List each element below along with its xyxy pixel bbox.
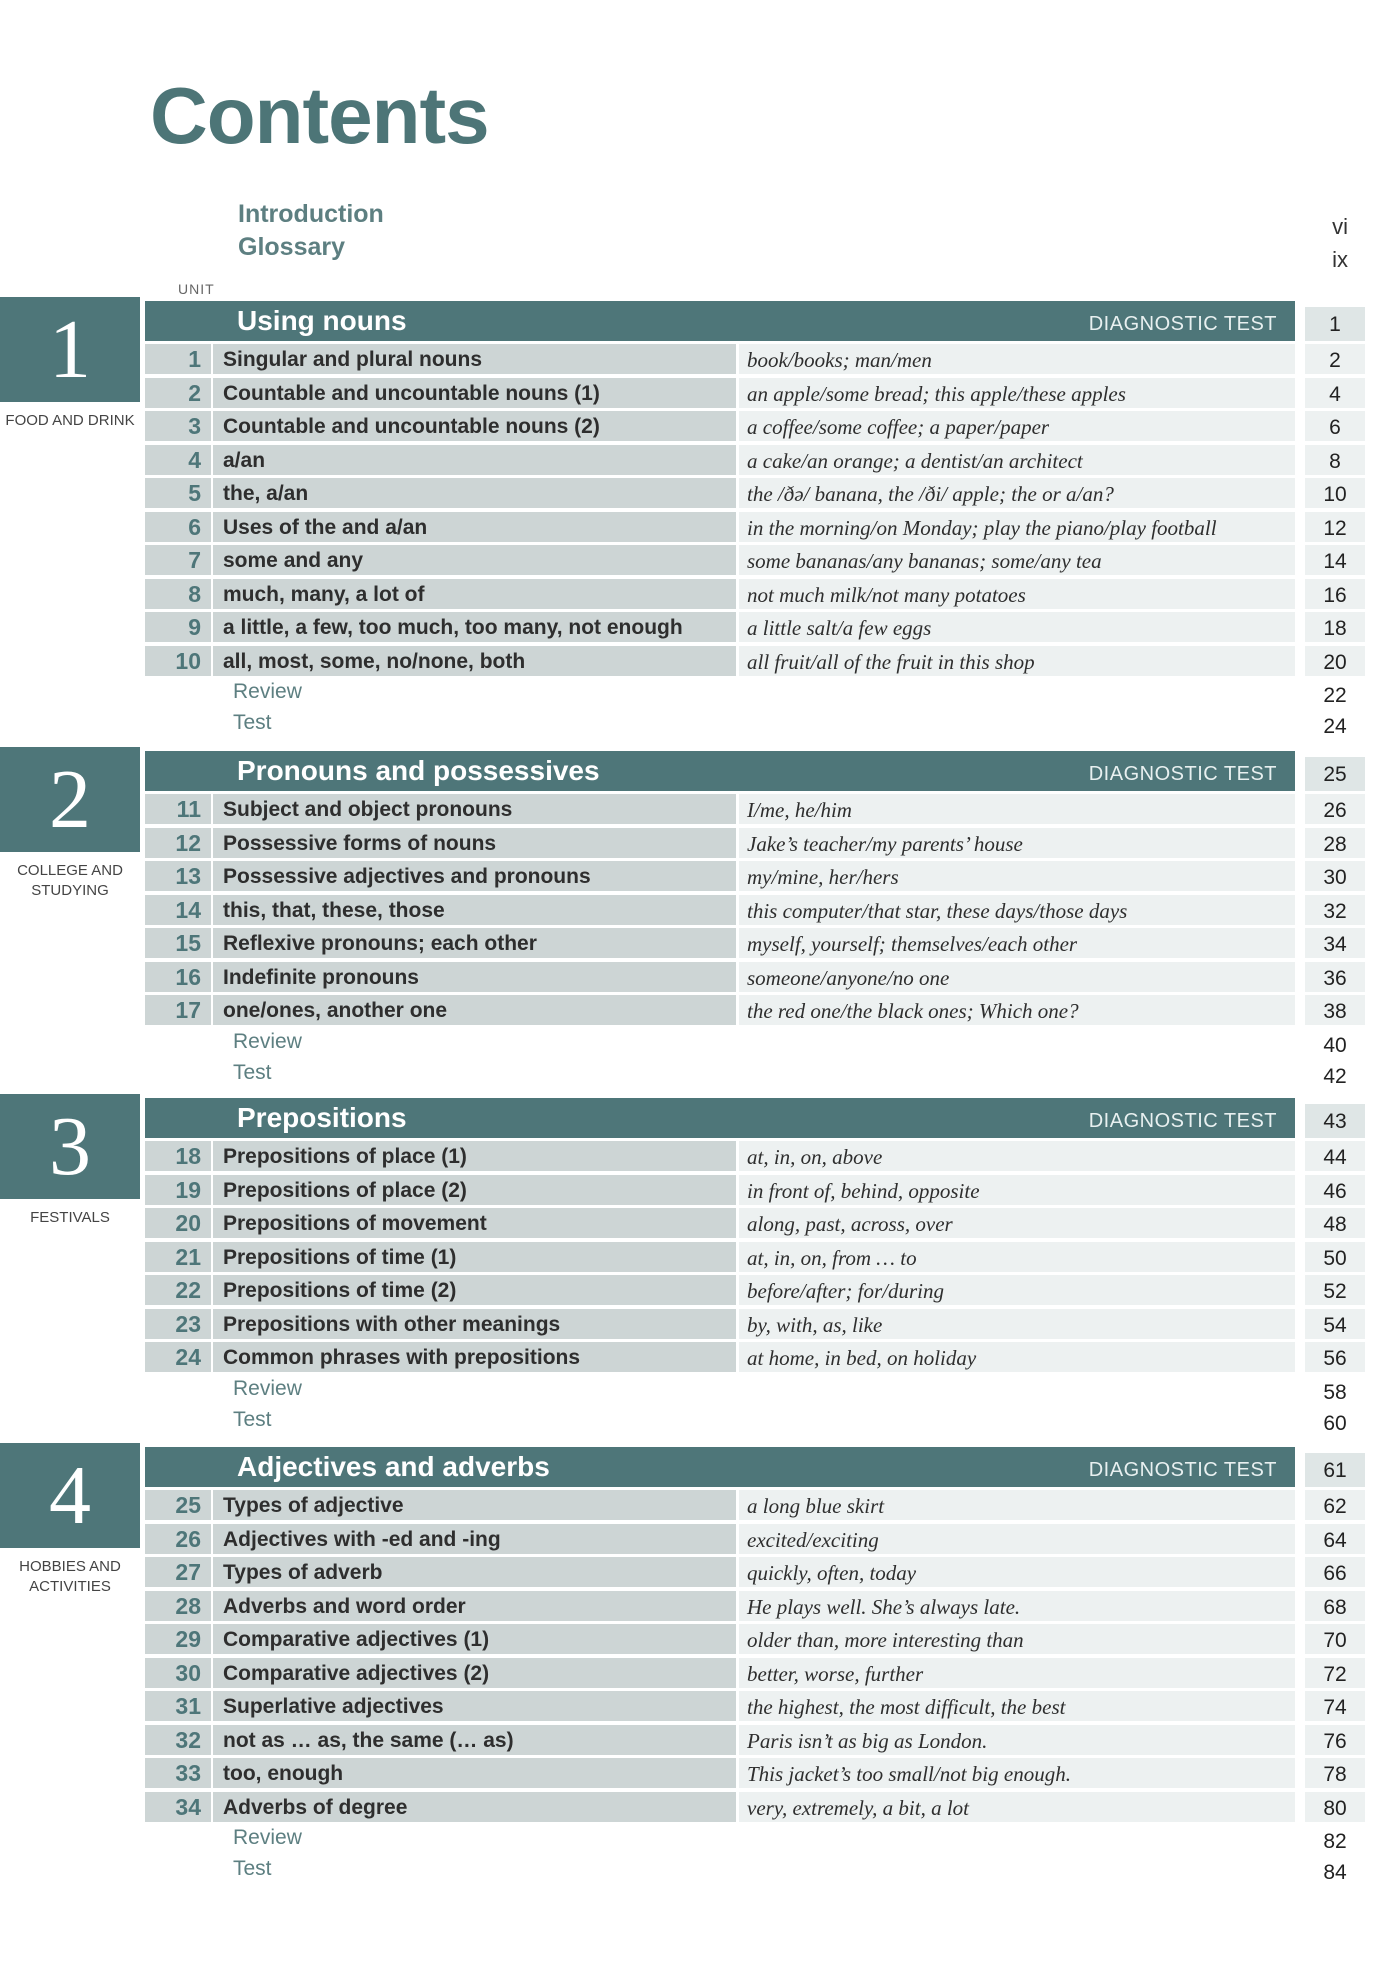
row-title: Adverbs of degree [213,1792,736,1822]
table-row[interactable] [145,827,1365,861]
table-row[interactable] [145,444,1365,478]
row-number: 8 [145,579,211,609]
row-number: 27 [145,1557,211,1587]
row-number: 19 [145,1175,211,1205]
row-page: 52 [1305,1275,1365,1305]
extra-label[interactable]: Review [233,1376,302,1400]
row-number: 5 [145,478,211,508]
row-title: Possessive adjectives and pronouns [213,861,736,891]
unit-header [145,301,1295,341]
extra-label[interactable]: Test [233,1060,272,1084]
row-number: 22 [145,1275,211,1305]
row-title: Indefinite pronouns [213,962,736,992]
row-example: myself, yourself; themselves/each other [739,928,1295,958]
unit-theme: FOOD AND DRINK [5,412,135,429]
row-number: 17 [145,995,211,1025]
row-example: This jacket’s too small/not big enough. [739,1758,1295,1788]
unit-rows [145,1140,1365,1437]
unit-page-number: 61 [1305,1453,1365,1487]
row-number: 26 [145,1524,211,1554]
row-page: 62 [1305,1490,1365,1520]
extra-label[interactable]: Review [233,680,302,703]
row-number: 4 [145,445,211,475]
row-title: Prepositions of time (1) [213,1242,736,1272]
row-page: 38 [1305,995,1365,1025]
unit-number: 2 [0,747,140,852]
row-example: before/after; for/during [739,1275,1295,1305]
table-row[interactable] [145,1724,1365,1758]
front-item-glossary[interactable]: Glossary [238,233,346,261]
table-row[interactable] [145,343,1365,377]
table-row[interactable] [145,611,1365,645]
table-row[interactable] [145,1274,1365,1308]
unit-title[interactable]: Using nouns [237,305,407,336]
row-number: 34 [145,1792,211,1822]
unit-rows [145,1489,1365,1886]
extra-page: 42 [1323,1064,1347,1088]
row-title: Countable and uncountable nouns (2) [213,411,736,441]
diagnostic-test-link[interactable]: DIAGNOSTIC TEST [1088,313,1277,335]
unit-page-number: 1 [1305,307,1365,341]
row-example: along, past, across, over [739,1208,1295,1238]
table-row[interactable] [145,994,1365,1028]
row-number: 12 [145,828,211,858]
row-example: someone/anyone/no one [739,962,1295,992]
row-page: 78 [1305,1758,1365,1788]
row-example: I/me, he/him [739,794,1295,824]
table-row[interactable] [145,1207,1365,1241]
row-number: 21 [145,1242,211,1272]
row-page: 74 [1305,1691,1365,1721]
table-row[interactable] [145,793,1365,827]
row-example: by, with, as, like [739,1309,1295,1339]
row-title: this, that, these, those [213,895,736,925]
table-row[interactable] [145,1590,1365,1624]
row-page: 26 [1305,794,1365,824]
row-title: Prepositions with other meanings [213,1309,736,1339]
extra-row-review[interactable] [145,1028,1365,1059]
row-number: 13 [145,861,211,891]
row-example: older than, more interesting than [739,1624,1295,1654]
row-number: 24 [145,1342,211,1372]
table-row[interactable] [145,1556,1365,1590]
extra-page: 24 [1323,715,1347,738]
row-title: Superlative adjectives [213,1691,736,1721]
row-page: 68 [1305,1591,1365,1621]
extra-row-review[interactable] [145,678,1365,709]
row-page: 34 [1305,928,1365,958]
row-example: Jake’s teacher/my parents’ house [739,828,1295,858]
row-example: a long blue skirt [739,1490,1295,1520]
extra-row-test[interactable] [145,1406,1365,1437]
row-title: Singular and plural nouns [213,344,736,374]
row-page: 16 [1305,579,1365,609]
extra-row-test[interactable] [145,709,1365,740]
row-page: 72 [1305,1658,1365,1688]
row-title: Comparative adjectives (1) [213,1624,736,1654]
row-page: 14 [1305,545,1365,575]
unit-header [145,751,1295,791]
table-row[interactable] [145,1341,1365,1375]
row-number: 10 [145,646,211,676]
row-page: 56 [1305,1342,1365,1372]
extra-page: 22 [1323,684,1347,707]
extra-label[interactable]: Test [233,711,272,734]
row-page: 28 [1305,828,1365,858]
row-page: 66 [1305,1557,1365,1587]
row-title: not as … as, the same (… as) [213,1725,736,1755]
row-example: a coffee/some coffee; a paper/paper [739,411,1295,441]
row-number: 14 [145,895,211,925]
table-row[interactable] [145,1690,1365,1724]
row-title: Prepositions of movement [213,1208,736,1238]
diagnostic-test-link[interactable]: DIAGNOSTIC TEST [1088,1459,1277,1481]
row-page: 32 [1305,895,1365,925]
table-row[interactable] [145,1241,1365,1275]
extra-row-review[interactable] [145,1824,1365,1855]
unit-page-number: 43 [1305,1104,1365,1138]
row-number: 28 [145,1591,211,1621]
table-row[interactable] [145,377,1365,411]
unit-title[interactable]: Adjectives and adverbs [237,1451,550,1482]
extra-label[interactable]: Test [233,1407,272,1431]
row-number: 11 [145,794,211,824]
table-row[interactable] [145,1308,1365,1342]
row-title: Types of adverb [213,1557,736,1587]
table-row[interactable] [145,860,1365,894]
row-title: Adjectives with -ed and -ing [213,1524,736,1554]
front-item-introduction-page: vi [1332,214,1348,239]
table-row[interactable] [145,645,1365,679]
unit-title[interactable]: Prepositions [237,1102,407,1133]
row-example: in the morning/on Monday; play the piano/play football [739,512,1295,542]
row-example: a little salt/a few eggs [739,612,1295,642]
extra-row-test[interactable] [145,1855,1365,1886]
unit-header [145,1447,1295,1487]
unit-title[interactable]: Pronouns and possessives [237,755,600,786]
row-title: one/ones, another one [213,995,736,1025]
row-title: too, enough [213,1758,736,1788]
extra-row-review[interactable] [145,1375,1365,1406]
row-number: 2 [145,378,211,408]
extra-row-test[interactable] [145,1059,1365,1090]
unit-rows [145,793,1365,1090]
extra-page: 58 [1323,1380,1347,1404]
row-number: 1 [145,344,211,374]
row-title: Possessive forms of nouns [213,828,736,858]
row-example: Paris isn’t as big as London. [739,1725,1295,1755]
table-row[interactable] [145,578,1365,612]
row-page: 80 [1305,1792,1365,1822]
row-title: Subject and object pronouns [213,794,736,824]
table-row[interactable] [145,544,1365,578]
row-number: 9 [145,612,211,642]
row-title: Types of adjective [213,1490,736,1520]
table-row[interactable] [145,1140,1365,1174]
row-page: 36 [1305,962,1365,992]
table-row[interactable] [145,1657,1365,1691]
row-number: 25 [145,1490,211,1520]
row-number: 33 [145,1758,211,1788]
unit-rows [145,343,1365,740]
table-row[interactable] [145,410,1365,444]
table-row[interactable] [145,894,1365,928]
unit-page-number: 25 [1305,757,1365,791]
row-example: at, in, on, above [739,1141,1295,1171]
row-page: 70 [1305,1624,1365,1654]
row-example: a cake/an orange; a dentist/an architect [739,445,1295,475]
row-title: Prepositions of time (2) [213,1275,736,1305]
table-row[interactable] [145,1623,1365,1657]
row-example: better, worse, further [739,1658,1295,1688]
row-title: Countable and uncountable nouns (1) [213,378,736,408]
extra-page: 82 [1323,1830,1347,1853]
row-page: 50 [1305,1242,1365,1272]
row-example: at home, in bed, on holiday [739,1342,1295,1372]
row-number: 20 [145,1208,211,1238]
extra-page: 60 [1323,1411,1347,1435]
row-number: 7 [145,545,211,575]
unit-theme: COLLEGE AND STUDYING [17,862,123,899]
row-title: Common phrases with prepositions [213,1342,736,1372]
row-page: 46 [1305,1175,1365,1205]
row-number: 31 [145,1691,211,1721]
row-example: an apple/some bread; this apple/these apples [739,378,1295,408]
row-page: 12 [1305,512,1365,542]
row-number: 32 [145,1725,211,1755]
row-example: excited/exciting [739,1524,1295,1554]
row-title: the, a/an [213,478,736,508]
row-title: Adverbs and word order [213,1591,736,1621]
unit-number: 3 [0,1094,140,1199]
unit-theme: FESTIVALS [30,1209,110,1226]
row-example: He plays well. She’s always late. [739,1591,1295,1621]
row-number: 30 [145,1658,211,1688]
row-page: 48 [1305,1208,1365,1238]
row-page: 10 [1305,478,1365,508]
unit-header [145,1098,1295,1138]
row-title: a little, a few, too much, too many, not enough [213,612,736,642]
row-example: book/books; man/men [739,344,1295,374]
row-page: 8 [1305,445,1365,475]
row-page: 64 [1305,1524,1365,1554]
row-page: 30 [1305,861,1365,891]
row-example: at, in, on, from … to [739,1242,1295,1272]
row-example: the /ðə/ banana, the /ði/ apple; the or a/an? [739,478,1295,508]
row-title: a/an [213,445,736,475]
extra-page: 40 [1323,1033,1347,1057]
row-example: the highest, the most difficult, the best [739,1691,1295,1721]
row-page: 4 [1305,378,1365,408]
front-item-glossary-page: ix [1332,247,1348,272]
row-title: Reflexive pronouns; each other [213,928,736,958]
extra-label[interactable]: Review [233,1826,302,1849]
diagnostic-test-link[interactable]: DIAGNOSTIC TEST [1088,763,1277,785]
row-example: all fruit/all of the fruit in this shop [739,646,1295,676]
row-example: my/mine, her/hers [739,861,1295,891]
row-number: 15 [145,928,211,958]
row-title: Uses of the and a/an [213,512,736,542]
row-example: in front of, behind, opposite [739,1175,1295,1205]
table-row[interactable] [145,1174,1365,1208]
table-row[interactable] [145,511,1365,545]
row-title: much, many, a lot of [213,579,736,609]
row-page: 20 [1305,646,1365,676]
row-number: 16 [145,962,211,992]
diagnostic-test-link[interactable]: DIAGNOSTIC TEST [1088,1110,1277,1132]
row-title: some and any [213,545,736,575]
row-page: 54 [1305,1309,1365,1339]
front-item-introduction[interactable]: Introduction [238,200,384,228]
row-number: 3 [145,411,211,441]
row-number: 29 [145,1624,211,1654]
extra-label[interactable]: Review [233,1029,302,1053]
row-example: quickly, often, today [739,1557,1295,1587]
row-number: 6 [145,512,211,542]
row-page: 18 [1305,612,1365,642]
row-title: Comparative adjectives (2) [213,1658,736,1688]
unit-number: 4 [0,1443,140,1548]
table-row[interactable] [145,1523,1365,1557]
page-title: Contents [150,71,489,160]
row-title: all, most, some, no/none, both [213,646,736,676]
row-example: not much milk/not many potatoes [739,579,1295,609]
extra-page: 84 [1323,1861,1347,1884]
unit-number: 1 [0,297,140,402]
table-row[interactable] [145,927,1365,961]
unit-theme: HOBBIES AND ACTIVITIES [19,1558,121,1595]
row-page: 44 [1305,1141,1365,1171]
table-row[interactable] [145,1757,1365,1791]
row-page: 76 [1305,1725,1365,1755]
table-row[interactable] [145,1791,1365,1825]
row-number: 23 [145,1309,211,1339]
row-example: this computer/that star, these days/those days [739,895,1295,925]
row-example: some bananas/any bananas; some/any tea [739,545,1295,575]
row-example: the red one/the black ones; Which one? [739,995,1295,1025]
row-example: very, extremely, a bit, a lot [739,1792,1295,1822]
table-row[interactable] [145,961,1365,995]
table-row[interactable] [145,1489,1365,1523]
table-row[interactable] [145,477,1365,511]
row-title: Prepositions of place (2) [213,1175,736,1205]
row-page: 2 [1305,344,1365,374]
row-page: 6 [1305,411,1365,441]
row-number: 18 [145,1141,211,1171]
extra-label[interactable]: Test [233,1857,272,1880]
row-title: Prepositions of place (1) [213,1141,736,1171]
unit-column-label: UNIT [178,281,215,297]
